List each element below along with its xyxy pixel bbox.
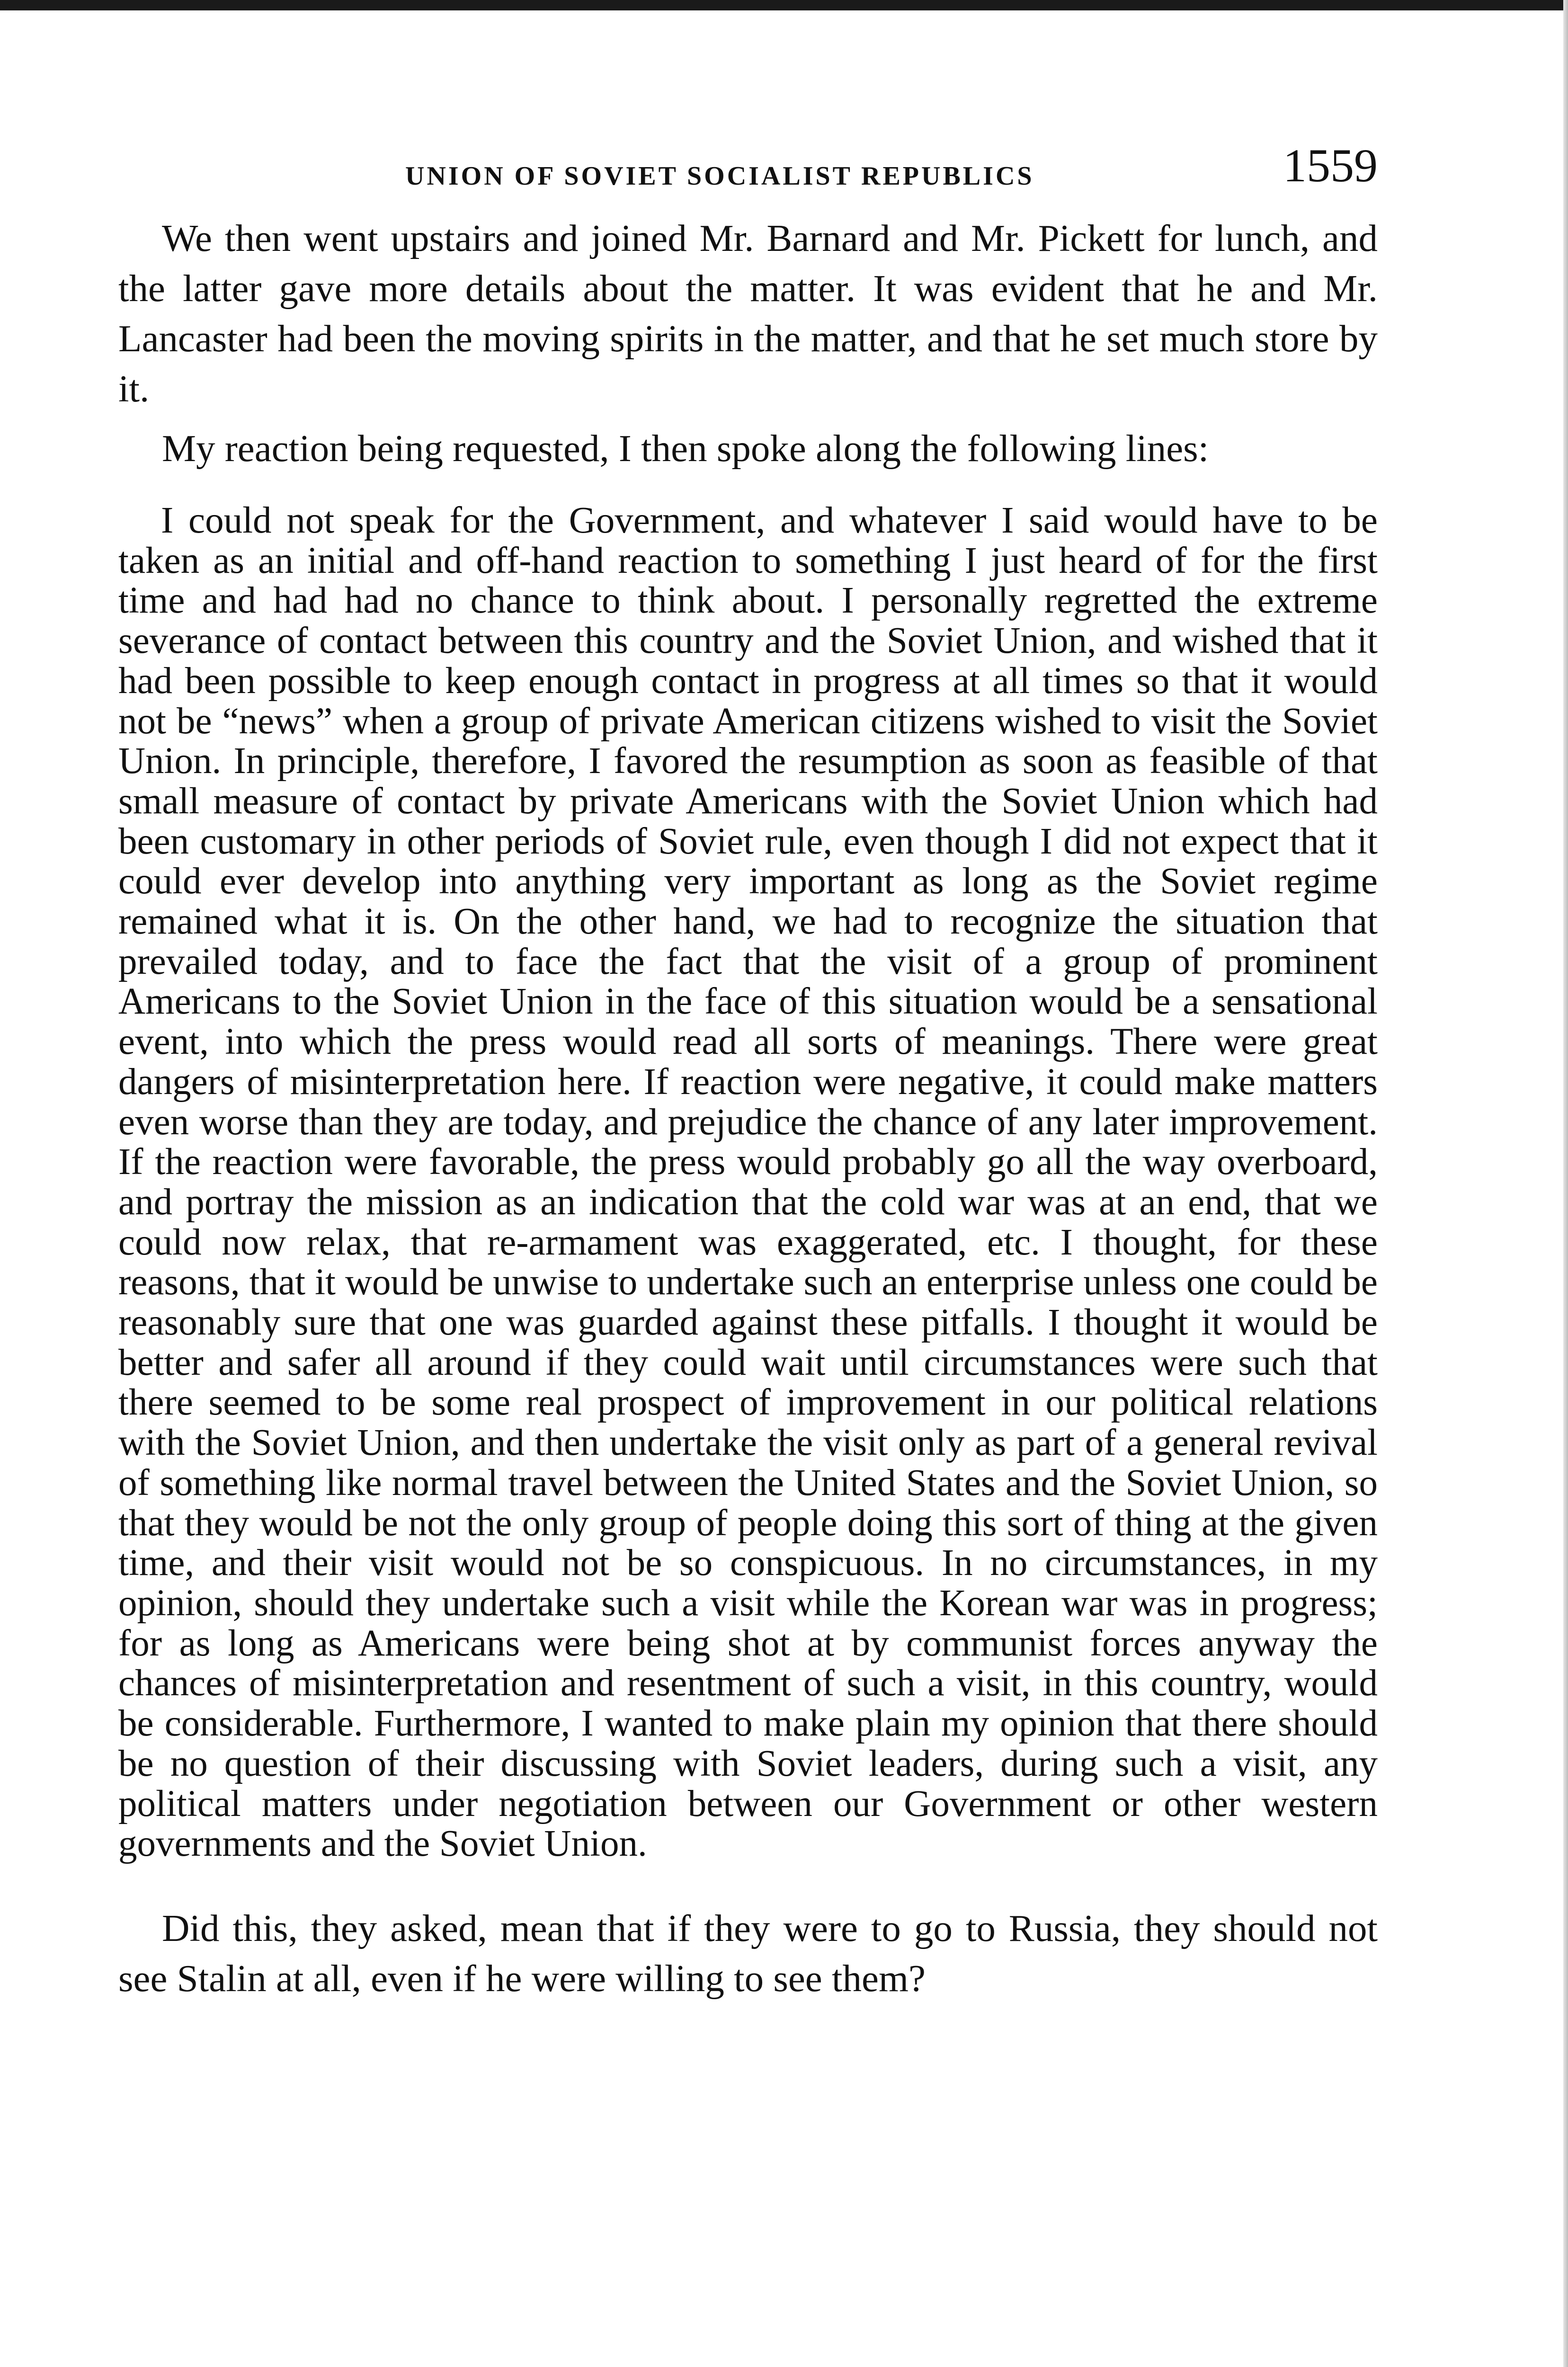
body-paragraph-lunch: We then went upstairs and joined Mr. Barnard and Mr. Pickett for lunch, and the latter gave more details about the matter. It was evident that he and Mr. Lancaster had been the moving spirits in the matter, and that he set much store by it. bbox=[118, 217, 1378, 410]
running-title: UNION OF SOVIET SOCIALIST REPUBLICS bbox=[405, 161, 1034, 191]
top-scan-border bbox=[0, 0, 1568, 10]
running-header bbox=[118, 139, 1378, 213]
right-scan-edge bbox=[1563, 0, 1568, 2367]
document-page bbox=[118, 139, 1378, 2003]
page-number: 1559 bbox=[1283, 139, 1378, 192]
quoted-statement: I could not speak for the Government, and whatever I said would have to be taken as an initial and off-hand reaction to something I just heard of for the first time and had had no chance to think about. I personally regretted the extreme severance of contact between this country and the Soviet Union, and wished that it had been possible to keep enough contact in progress at all times so that it would not be “news” when a group of private American citizens wished to visit the Soviet Union. In principle, therefore, I favored the resumption as soon as feasible of that small measure of contact by private Americans with the Soviet Union which had been customary in other periods of Soviet rule, even though I did not expect that it could ever develop into anything very important as long as the Soviet regime remained what it is. On the other hand, we had to recognize the situation that prevailed today, and to face the fact that the visit of a group of prominent Americans to the Soviet Union in the face of this situation would be a sensational event, into which the press would read all sorts of meanings. There were great dangers of misinterpretation here. If reaction were negative, it could make matters even worse than they are today, and prejudice the chance of any later improvement. If the reaction were favorable, the press would probably go all the way overboard, and portray the mission as an indication that the cold war was at an end, that we could now relax, that re-armament was exaggerated, etc. I thought, for these reasons, that it would be unwise to undertake such an enterprise unless one could be reasonably sure that one was guarded against these pitfalls. I thought it would be better and safer all around if they could wait until circumstances were such that there seemed to be some real prospect of improvement in our political relations with the Soviet Union, and then undertake the visit only as part of a general revival of something like normal travel between the United States and the Soviet Union, so that they would be not the only group of people doing this sort of thing at the given time, and their visit would not be so conspicuous. In no circumstances, in my opinion, should they undertake such a visit while the Korean war was in progress; for as long as Americans were being shot at by communist forces anyway the chances of misinterpretation and resentment of such a visit, in this country, would be considerable. Furthermore, I wanted to make plain my opinion that there should be no question of their discussing with Soviet leaders, during such a visit, any political matters under negotiation between our Government or other western governments and the Soviet Union. bbox=[118, 500, 1378, 1865]
body-paragraph-stalin-question: Did this, they asked, mean that if they were to go to Russia, they should not see Stalin at all, even if he were willing to see them? bbox=[118, 1906, 1378, 2000]
body-paragraph-reaction: My reaction being requested, I then spoke along the following lines: bbox=[162, 427, 1209, 470]
